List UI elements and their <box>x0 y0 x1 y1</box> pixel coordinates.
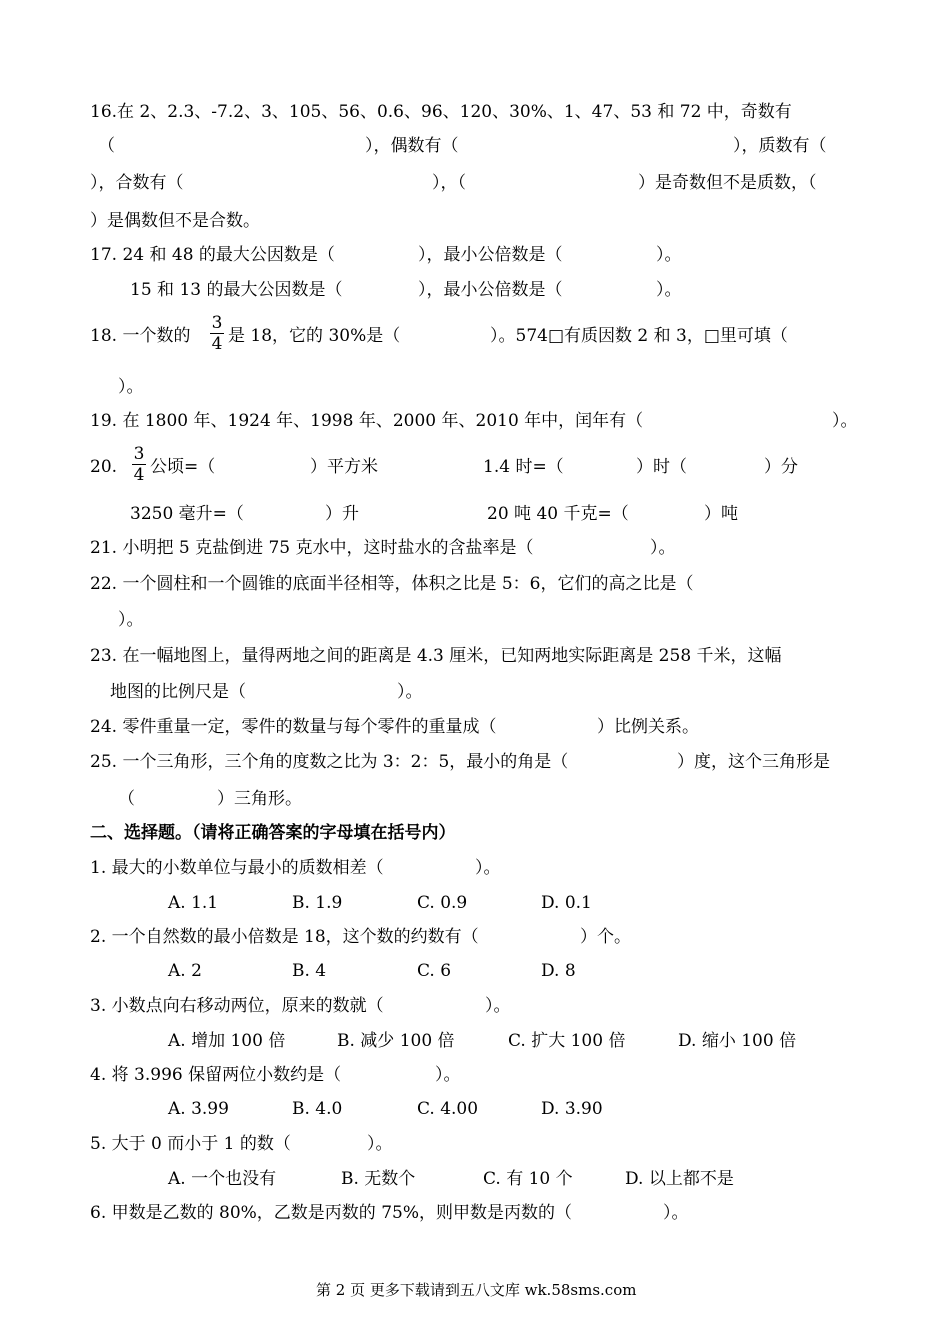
c5-question: 5. 大于 0 而小于 1 的数（ <box>90 1134 291 1154</box>
c2-question-end: ）个。 <box>580 927 631 947</box>
q25-line2-open: （ <box>118 789 135 809</box>
c5-question-end: ）。 <box>367 1134 393 1154</box>
q22-line1: 22. 一个圆柱和一个圆锥的底面半径相等，体积之比是 5：6，它们的高之比是（ <box>90 574 694 594</box>
c4-option-a: A. 3.99 <box>168 1099 229 1119</box>
q20-hours: 1.4 时=（ <box>483 457 564 477</box>
c4-option-c: C. 4.00 <box>417 1099 479 1119</box>
q25-line1: 25. 一个三角形，三个角的度数之比为 3：2：5，最小的角是（ <box>90 752 569 772</box>
c4-option-d: D. 3.90 <box>541 1099 603 1119</box>
q19-text: 19. 在 1800 年、1924 年、1998 年、2000 年、2010 年中，闰年有（ <box>90 411 644 431</box>
q20-hours2: ）时（ <box>636 457 687 477</box>
section-heading: 二、选择题。（请将正确答案的字母填在括号内） <box>90 823 456 843</box>
c4-question: 4. 将 3.996 保留两位小数约是（ <box>90 1065 342 1085</box>
q16-line3-open: ），（ <box>432 173 466 193</box>
c3-option-d: D. 缩小 100 倍 <box>678 1031 797 1051</box>
q25-line2-end: ）三角形。 <box>217 789 302 809</box>
q18-prefix: 18. 一个数的 <box>90 326 191 346</box>
q20-fraction-denominator: 4 <box>133 465 145 485</box>
c3-option-a: A. 增加 100 倍 <box>168 1031 286 1051</box>
q16-line2-even: ），偶数有（ <box>365 136 459 156</box>
c1-option-d: D. 0.1 <box>541 893 592 913</box>
c1-option-a: A. 1.1 <box>168 893 219 913</box>
c2-option-d: D. 8 <box>541 961 576 981</box>
c2-option-a: A. 2 <box>168 961 202 981</box>
q24-end: ）比例关系。 <box>597 717 699 737</box>
c3-question-end: ）。 <box>485 996 511 1016</box>
c6-question: 6. 甲数是乙数的 80%，乙数是丙数的 75%，则甲数是丙数的（ <box>90 1203 573 1223</box>
page-footer: 第 2 页 更多下载请到五八文库 wk.58sms.com <box>316 1281 637 1299</box>
q17-line1-lcm: ），最小公倍数是（ <box>418 245 563 265</box>
q19-end: ）。 <box>832 411 858 431</box>
c1-question: 1. 最大的小数单位与最小的质数相差（ <box>90 858 384 878</box>
q20-ml: 3250 毫升=（ <box>130 504 244 524</box>
q20-hectare: 公顷=（ <box>150 457 216 477</box>
q16-line3-composite: ），合数有（ <box>90 173 184 193</box>
q20-fraction-numerator: 3 <box>133 444 145 464</box>
q20-fraction <box>131 444 147 485</box>
c5-option-a: A. 一个也没有 <box>168 1169 277 1189</box>
c2-option-c: C. 6 <box>417 961 452 981</box>
q17-line2-lcm: ），最小公倍数是（ <box>418 280 563 300</box>
q16-line4: ）是偶数但不是合数。 <box>90 211 260 231</box>
q23-line2-end: ）。 <box>397 682 423 702</box>
c1-question-end: ）。 <box>475 858 501 878</box>
q18-fraction <box>209 313 225 354</box>
c3-question: 3. 小数点向右移动两位，原来的数就（ <box>90 996 384 1016</box>
c4-option-b: B. 4.0 <box>292 1099 343 1119</box>
q16-line1: 16.在 2、2.3、-7.2、3、105、56、0.6、96、120、30%、1、47、53 和 72 中，奇数有 <box>90 102 792 122</box>
q24-text: 24. 零件重量一定，零件的数量与每个零件的重量成（ <box>90 717 497 737</box>
c1-option-b: B. 1.9 <box>292 893 343 913</box>
c2-option-b: B. 4 <box>292 961 327 981</box>
q20-ton-kg: 20 吨 40 千克=（ <box>487 504 629 524</box>
c3-option-b: B. 减少 100 倍 <box>337 1031 455 1051</box>
q17-line1-gcd: 17. 24 和 48 的最大公因数是（ <box>90 245 335 265</box>
c2-question: 2. 一个自然数的最小倍数是 18，这个数的约数有（ <box>90 927 479 947</box>
q20-number: 20. <box>90 457 118 477</box>
q16-line3-oddnotprime: ）是奇数但不是质数，（ <box>638 173 817 193</box>
c5-option-d: D. 以上都不是 <box>625 1169 734 1189</box>
q22-line2: ）。 <box>118 610 144 630</box>
c1-option-c: C. 0.9 <box>417 893 468 913</box>
c3-option-c: C. 扩大 100 倍 <box>508 1031 626 1051</box>
q23-line1: 23. 在一幅地图上，量得两地之间的距离是 4.3 厘米，已知两地实际距离是 258 千米，这幅 <box>90 646 782 666</box>
q21-text: 21. 小明把 5 克盐倒进 75 克水中，这时盐水的含盐率是（ <box>90 538 534 558</box>
q16-line2-open: （ <box>98 136 115 156</box>
q20-minutes: ）分 <box>764 457 798 477</box>
q16-line2-prime: ），质数有（ <box>733 136 827 156</box>
c4-question-end: ）。 <box>435 1065 461 1085</box>
q18-mid: 是 18，它的 30%是（ <box>228 326 401 346</box>
q17-line2-end: ）。 <box>656 280 682 300</box>
q18-fraction-numerator: 3 <box>211 313 223 333</box>
q21-end: ）。 <box>650 538 676 558</box>
q25-line1-end: ）度，这个三角形是 <box>677 752 830 772</box>
q23-line2: 地图的比例尺是（ <box>110 682 246 702</box>
q18-fraction-denominator: 4 <box>211 334 223 354</box>
q17-line1-end: ）。 <box>656 245 682 265</box>
q18-rest: ）。574□有质因数 2 和 3，□里可填（ <box>490 326 788 346</box>
q20-ton: ）吨 <box>704 504 738 524</box>
q17-line2-gcd: 15 和 13 的最大公因数是（ <box>130 280 343 300</box>
c6-question-end: ）。 <box>663 1203 689 1223</box>
c5-option-c: C. 有 10 个 <box>483 1169 573 1189</box>
q20-sqm: ）平方米 <box>310 457 378 477</box>
q18-line2: ）。 <box>118 377 144 397</box>
q20-liter: ）升 <box>325 504 359 524</box>
c5-option-b: B. 无数个 <box>341 1169 416 1189</box>
